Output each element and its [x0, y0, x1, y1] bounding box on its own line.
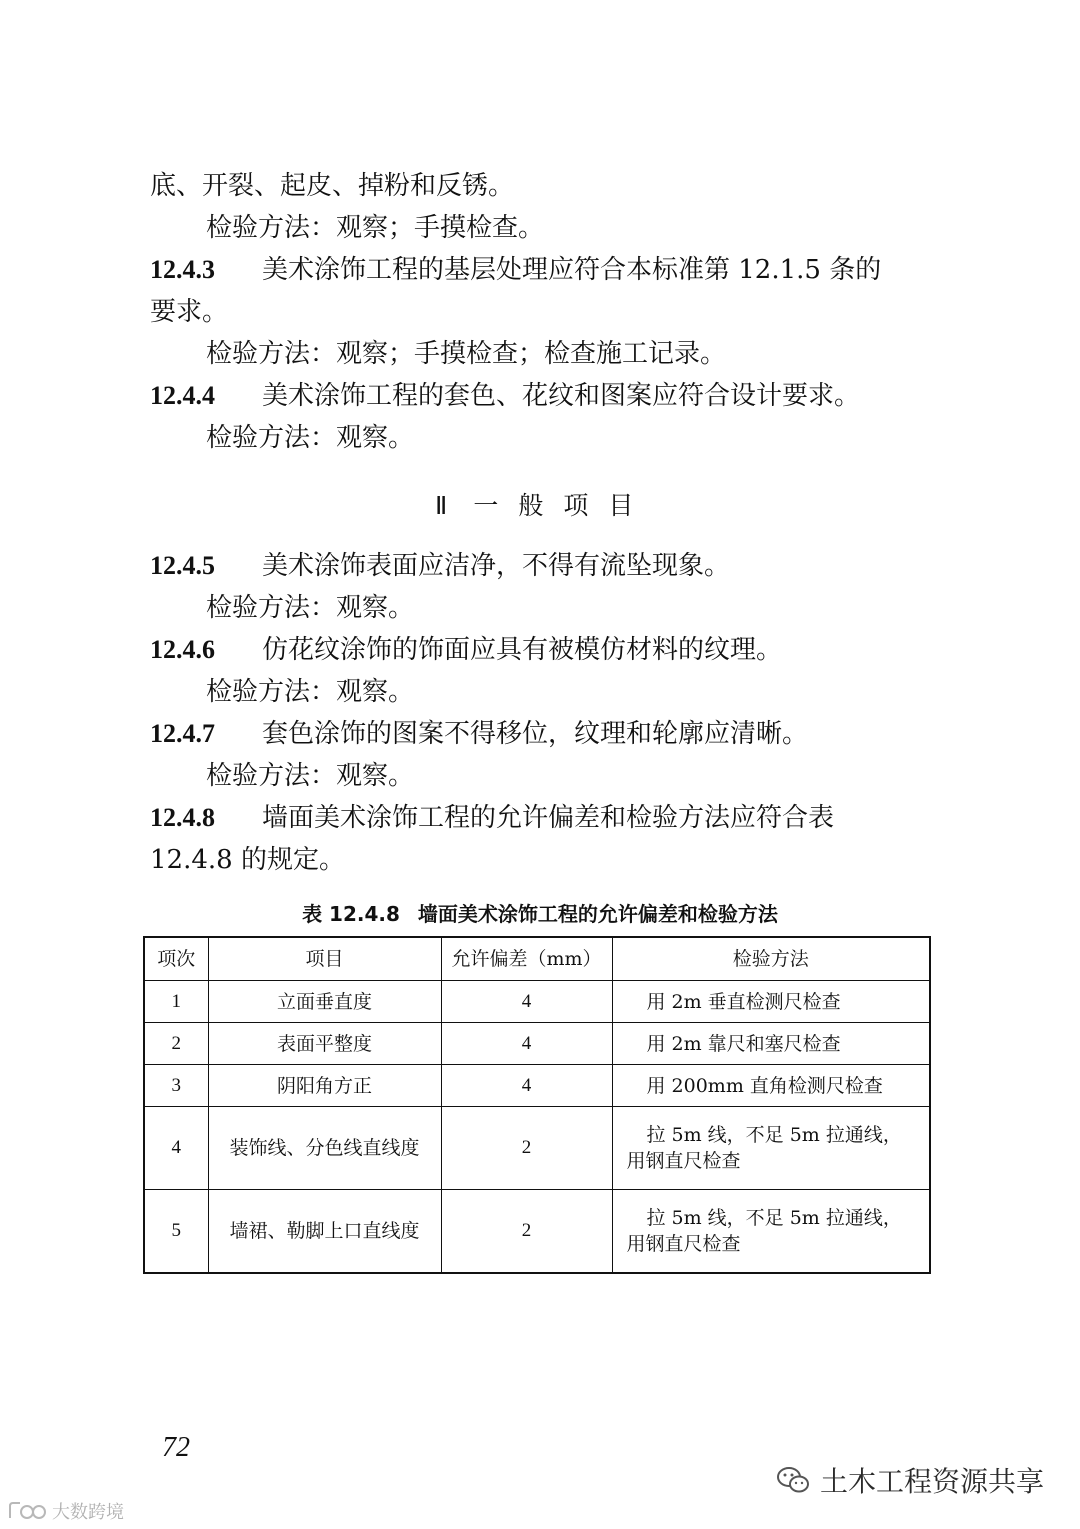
- cell-no: 5: [144, 1190, 208, 1274]
- clause-12-4-4: [150, 380, 860, 412]
- corner-watermark-text: 大数跨境: [52, 1502, 124, 1523]
- clause-text: 墙面美术涂饰工程的允许偏差和检验方法应符合表: [262, 803, 835, 833]
- clause-text: 套色涂饰的图案不得移位，纹理和轮廓应清晰。: [262, 719, 809, 749]
- clause-12-4-6: [150, 634, 782, 666]
- header-cell-tolerance: 允许偏差（mm）: [441, 937, 612, 981]
- clause-12-4-3: [150, 254, 881, 286]
- clause-number: 12.4.3: [150, 255, 215, 284]
- corner-logo-icon: [6, 1500, 48, 1522]
- table-header-row: [144, 937, 930, 981]
- cell-no: 4: [144, 1107, 208, 1190]
- table-row: [144, 1023, 930, 1065]
- section-title: 一般项目: [473, 491, 654, 520]
- cell-tolerance: 4: [441, 981, 612, 1023]
- cell-method: 用 2m 垂直检测尺检查: [612, 981, 930, 1023]
- cell-item: 墙裙、勒脚上口直线度: [208, 1190, 441, 1274]
- cell-no: 3: [144, 1065, 208, 1107]
- cell-no: 1: [144, 981, 208, 1023]
- inspection-method: 检验方法：观察。: [206, 423, 415, 453]
- cell-item: 阴阳角方正: [208, 1065, 441, 1107]
- cell-item: 立面垂直度: [208, 981, 441, 1023]
- table-caption-number: 表 12.4.8: [302, 902, 400, 926]
- header-cell-item: 项目: [208, 937, 441, 981]
- cell-item: 表面平整度: [208, 1023, 441, 1065]
- watermark: [776, 1460, 1044, 1500]
- cell-method-line: 拉 5m 线，不足 5m 拉通线，: [646, 1207, 902, 1229]
- clause-12-4-8: [150, 802, 834, 834]
- inspection-method: 检验方法：观察。: [206, 677, 415, 707]
- inspection-method: 检验方法：观察；手摸检查；检查施工记录。: [206, 339, 727, 369]
- cell-method: [612, 1190, 930, 1274]
- watermark-text: 土木工程资源共享: [819, 1465, 1044, 1498]
- clause-12-4-7: [150, 718, 808, 750]
- header-cell-no: 项次: [144, 937, 208, 981]
- cell-item: 装饰线、分色线直线度: [208, 1107, 441, 1190]
- clause-number: 12.4.5: [150, 551, 215, 580]
- clause-number: 12.4.6: [150, 635, 215, 664]
- cell-tolerance: 2: [441, 1190, 612, 1274]
- cell-no: 2: [144, 1023, 208, 1065]
- paragraph-continuation: 底、开裂、起皮、掉粉和反锈。: [150, 171, 515, 201]
- inspection-method: 检验方法：观察。: [206, 761, 415, 791]
- table-caption: [0, 898, 1080, 927]
- wechat-icon: [776, 1466, 810, 1494]
- inspection-method: 检验方法：观察。: [206, 593, 415, 623]
- header-cell-method: 检验方法: [612, 937, 930, 981]
- table-row: [144, 981, 930, 1023]
- clause-number: 12.4.8: [150, 803, 215, 832]
- clause-text: 美术涂饰工程的套色、花纹和图案应符合设计要求。: [262, 381, 861, 411]
- clause-text: 仿花纹涂饰的饰面应具有被模仿材料的纹理。: [262, 635, 783, 665]
- table-row: [144, 1190, 930, 1274]
- clause-text: 美术涂饰表面应洁净，不得有流坠现象。: [262, 551, 731, 581]
- corner-watermark: [6, 1498, 124, 1524]
- inspection-method: 检验方法：观察；手摸检查。: [206, 213, 545, 243]
- cell-method-line: 用钢直尺检查: [626, 1233, 741, 1255]
- cell-tolerance: 2: [441, 1107, 612, 1190]
- table-caption-title: 墙面美术涂饰工程的允许偏差和检验方法: [417, 902, 778, 926]
- clause-text: 美术涂饰工程的基层处理应符合本标准第 12.1.5 条的: [262, 255, 882, 285]
- clause-number: 12.4.4: [150, 381, 215, 410]
- clause-number: 12.4.7: [150, 719, 215, 748]
- clause-text-continuation: 12.4.8 的规定。: [150, 845, 345, 875]
- table-row: [144, 1065, 930, 1107]
- cell-tolerance: 4: [441, 1023, 612, 1065]
- cell-method: [612, 1107, 930, 1190]
- cell-method: 用 200mm 直角检测尺检查: [612, 1065, 930, 1107]
- cell-method-line: 用钢直尺检查: [626, 1150, 741, 1172]
- table-row: [144, 1107, 930, 1190]
- clause-12-4-5: [150, 550, 730, 582]
- cell-method-line: 拉 5m 线，不足 5m 拉通线，: [646, 1124, 902, 1146]
- page-number: 72: [162, 1432, 190, 1463]
- clause-text-continuation: 要求。: [150, 297, 229, 327]
- cell-method: 用 2m 靠尺和塞尺检查: [612, 1023, 930, 1065]
- section-roman-numeral: Ⅱ: [435, 493, 474, 520]
- cell-tolerance: 4: [441, 1065, 612, 1107]
- section-heading: [435, 486, 653, 522]
- tolerance-table: [143, 936, 931, 1274]
